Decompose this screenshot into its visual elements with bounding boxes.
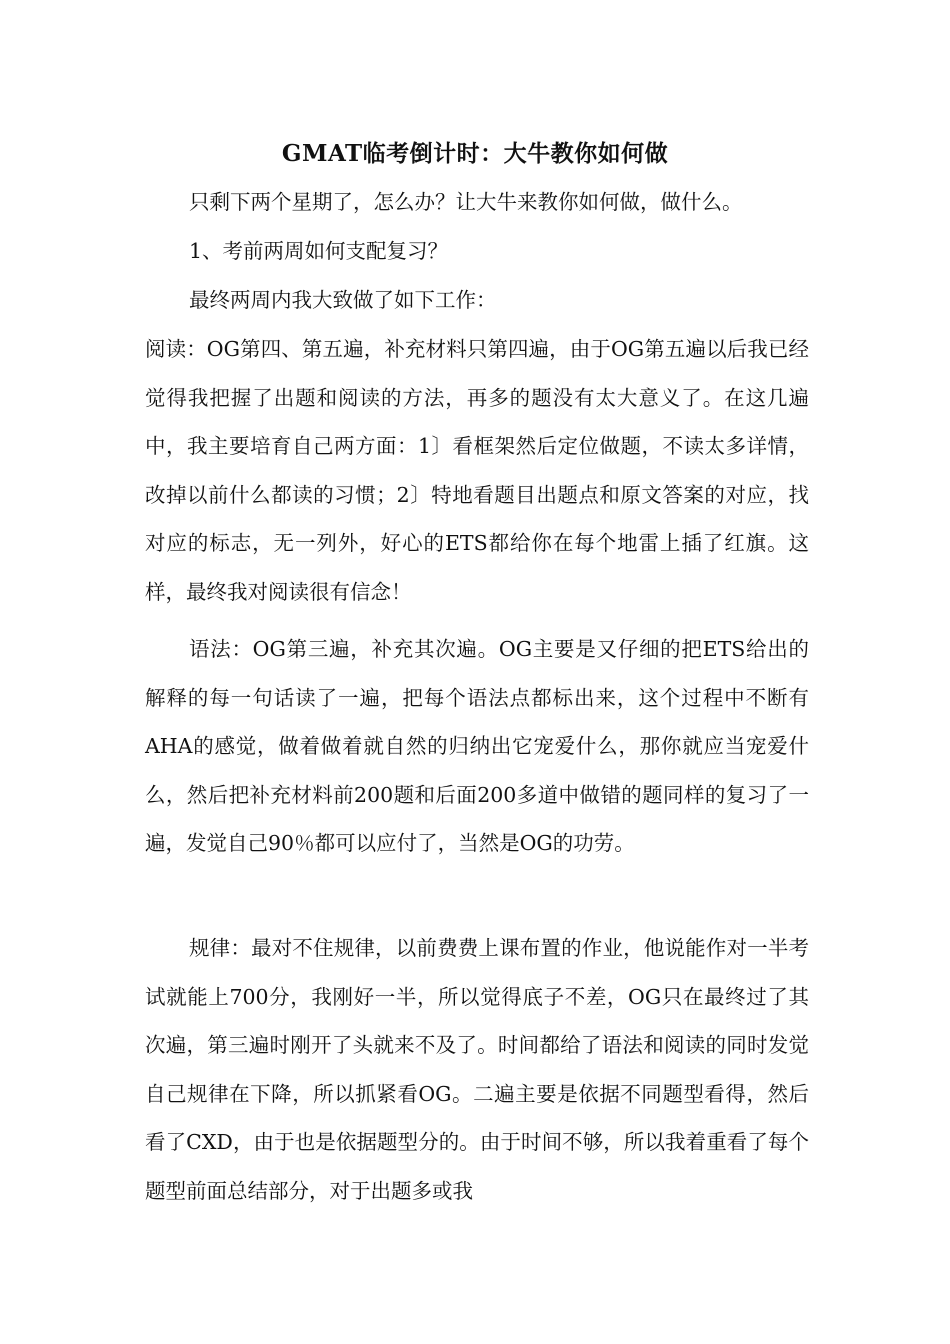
paragraph-intro: 只剩下两个星期了，怎么办？让大牛来教你如何做，做什么。	[189, 190, 743, 214]
document-title: GMAT临考倒计时：大牛教你如何做	[281, 140, 669, 167]
paragraph-grammar: 语法：OG第三遍，补充其次遍。OG主要是又仔细的把ETS给出的解释的每一句话读了一遍，把每个语法点都标出来，这个过程中不断有AHA的感觉，做着做着就自然的归纳出它宠爱什么，那你就应当宠爱什么，然后把补充材料前200题和后面200多道中做错的题同样的复习了一遍，发觉自己90％都可以应付了，当然是OG的功劳。	[145, 637, 809, 855]
paragraph-reading: 阅读：OG第四、第五遍，补充材料只第四遍，由于OG第五遍以后我已经觉得我把握了出题和阅读的方法，再多的题没有太大意义了。在这几遍中，我主要培育自己两方面：1〕看框架然后定位做题，不读太多详情，改掉以前什么都读的习惯；2〕特地看题目出题点和原文答案的对应，找对应的标志，无一列外，好心的ETS都给你在每个地雷上插了红旗。这样，最终我对阅读很有信念！	[145, 337, 809, 604]
paragraph-question-heading: 1、考前两周如何支配复习？	[189, 239, 449, 263]
paragraph-work-summary: 最终两周内我大致做了如下工作：	[189, 288, 497, 312]
paragraph-logic: 规律：最对不住规律，以前费费上课布置的作业，他说能作对一半考试就能上700分，我刚好一半，所以觉得底子不差，OG只在最终过了其次遍，第三遍时刚开了头就来不及了。时间都给了语法和阅读的同时发觉自己规律在下降，所以抓紧看OG。二遍主要是依据不同题型看得，然后看了CXD，由于也是依据题型分的。由于时间不够，所以我着重看了每个题型前面总结部分，对于出题多或我	[145, 936, 809, 1203]
